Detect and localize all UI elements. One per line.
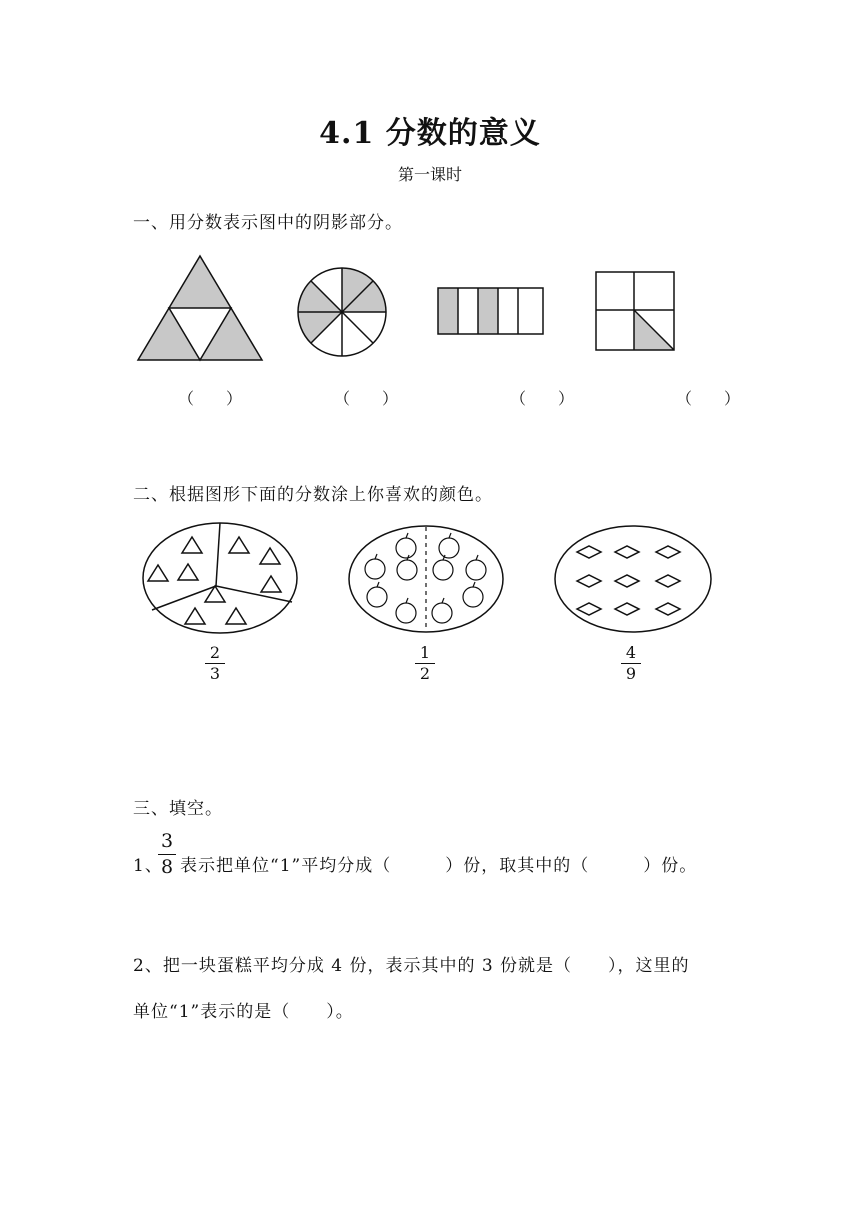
figure-shaded-square	[594, 270, 678, 352]
question-1-text: 表示把单位“1”平均分成（ ）份，取其中的（ ）份。	[180, 856, 698, 876]
page-subtitle: 第一课时	[397, 165, 462, 184]
figure-apples-oval[interactable]	[346, 522, 506, 636]
answer-blank-3[interactable]: （ ）	[510, 389, 575, 408]
figure-diamonds-oval[interactable]	[552, 522, 714, 636]
question-1-number: 1、	[133, 856, 163, 876]
figure-shaded-circle	[294, 264, 390, 360]
fraction-denominator: 2	[419, 664, 431, 683]
answer-blank-4[interactable]: （ ）	[676, 389, 741, 408]
fraction-numerator: 1	[419, 643, 431, 662]
question-1-fraction	[158, 832, 176, 877]
question-2-line-1: 2、把一块蛋糕平均分成 4 份，表示其中的 3 份就是（ ），这里的	[133, 956, 690, 976]
section3-heading: 三、填空。	[133, 799, 223, 819]
answer-blank-1[interactable]: （ ）	[178, 389, 243, 408]
fraction-denominator: 9	[625, 664, 637, 683]
page-title: 4.1 分数的意义	[319, 116, 541, 151]
section2-heading: 二、根据图形下面的分数涂上你喜欢的颜色。	[133, 485, 493, 505]
figure-shaded-rectangle	[436, 286, 546, 336]
fraction-label-2	[415, 645, 435, 682]
section1-heading: 一、用分数表示图中的阴影部分。	[133, 213, 403, 233]
fraction-numerator: 2	[209, 643, 221, 662]
fraction-denominator: 8	[160, 856, 174, 878]
fraction-bar	[158, 854, 176, 855]
figure-triangles-oval[interactable]	[140, 520, 300, 636]
question-2-line-2: 单位“1”表示的是（ ）。	[133, 1002, 354, 1022]
fraction-numerator: 3	[160, 830, 174, 852]
fraction-label-1	[205, 645, 225, 682]
figure-shaded-triangle	[136, 254, 266, 364]
answer-blank-2[interactable]: （ ）	[334, 389, 399, 408]
fraction-label-3	[621, 645, 641, 682]
fraction-denominator: 3	[209, 664, 221, 683]
fraction-numerator: 4	[625, 643, 637, 662]
